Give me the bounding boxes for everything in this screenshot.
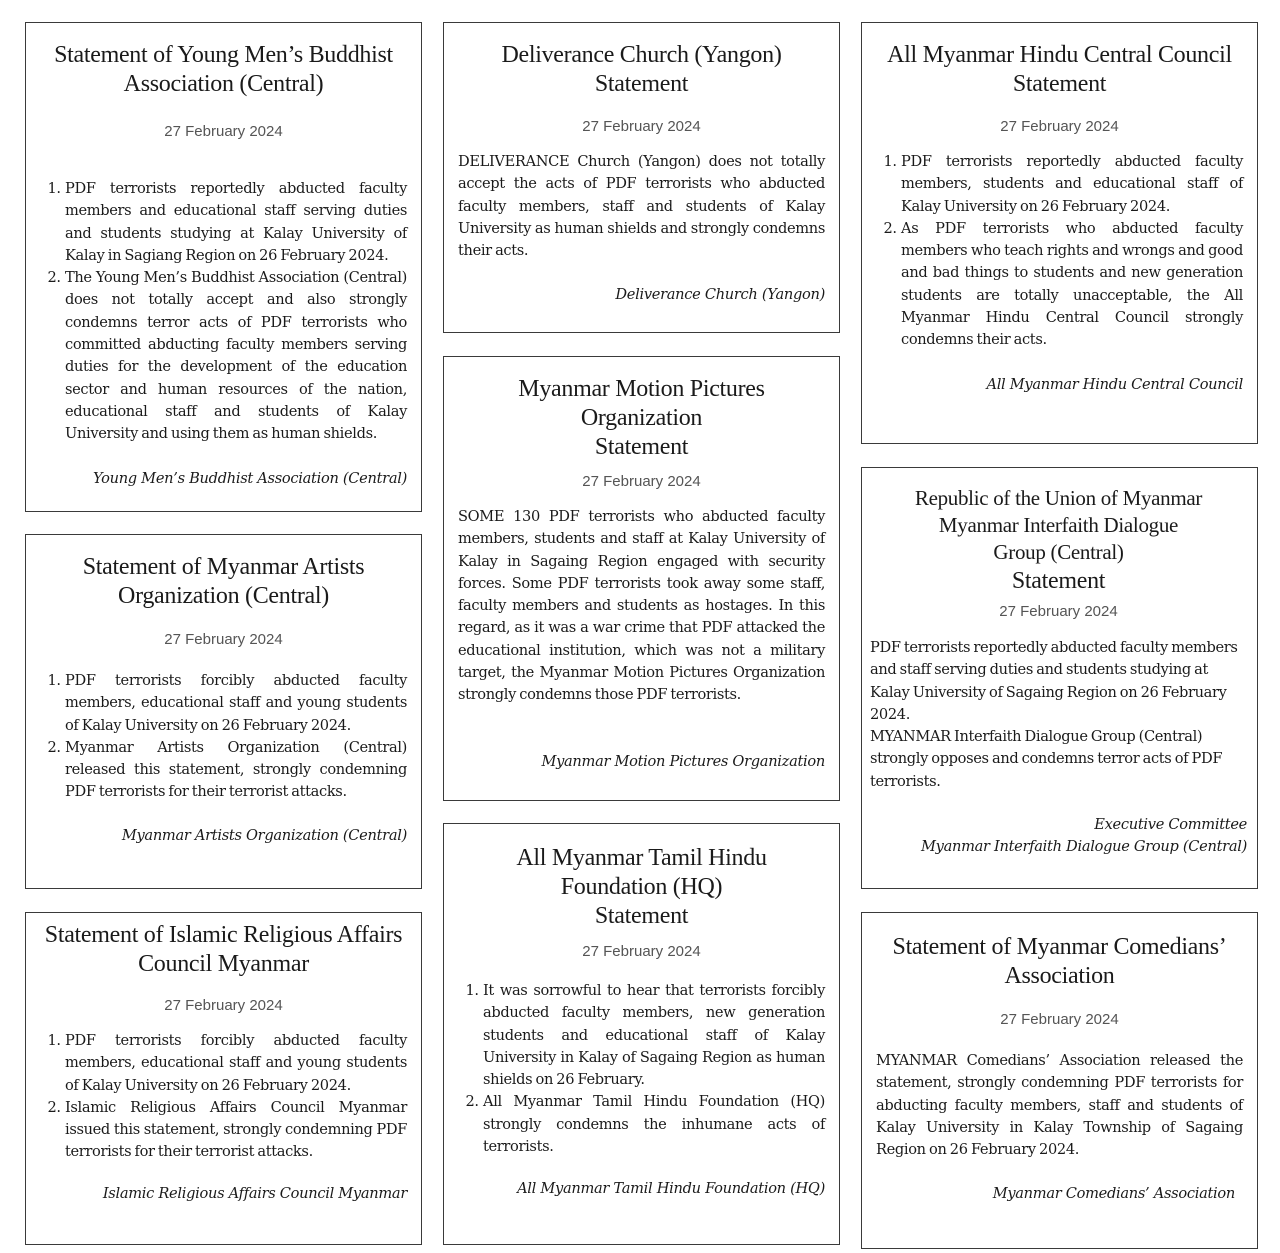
statement-title: Statement of Myanmar Comedians’ Association <box>892 934 1227 989</box>
statement-signature: All Myanmar Tamil Hindu Foundation (HQ) <box>517 1180 825 1198</box>
statement-islamic <box>25 912 422 1245</box>
statement-ymba <box>25 22 422 512</box>
statement-body: MYANMAR Interfaith Dialogue Group (Central) strongly opposes and condemns terror acts of PDF terrorists. <box>870 728 1223 790</box>
statement-list <box>40 1030 407 1164</box>
list-item: 2. Islamic Religious Affairs Council Myanmar issued this statement, strongly condemning PDF terrorists for their terrorist attacks. <box>64 1097 407 1164</box>
list-item: 2. The Young Men’s Buddhist Association (Central) does not totally accept and also strongly condemns terror acts of PDF terrorists who committed abducting faculty members serving duties for the development of the education sector and human resources of the nation, educational staff and students of Kalay University and using them as human shields. <box>64 267 407 445</box>
statement-motion-pictures <box>443 356 840 801</box>
statement-signature: Myanmar Motion Pictures Organization <box>541 752 825 770</box>
statement-signature: All Myanmar Hindu Central Council <box>986 375 1243 393</box>
statement-date: 27 February 2024 <box>1000 1011 1119 1028</box>
statement-date: 27 February 2024 <box>582 118 701 135</box>
statement-date: 27 February 2024 <box>582 943 701 960</box>
statement-date: 27 February 2024 <box>164 123 283 140</box>
statement-comedians <box>861 912 1258 1249</box>
statement-title: Republic of the Union of Myanmar Myanmar Interfaith Dialogue Group (Central) Statement <box>914 486 1203 594</box>
statement-body: SOME 130 PDF terrorists who abducted faculty members, students and staff at Kalay University of Kalay in Sagaing Region engaged with security forces. Some PDF terrorists took away some staff, faculty members and students as hostages. In this regard, as it was a war crime that PDF attacked the educational institution, which was not a military target, the Myanmar Motion Pictures Organization strongly condemns those PDF terrorists. <box>458 508 825 704</box>
statement-date: 27 February 2024 <box>999 603 1118 620</box>
list-item: 1. PDF terrorists reportedly abducted faculty members, students and educational staff of Kalay University on 26 February 2024. <box>900 151 1243 218</box>
list-item: 2. All Myanmar Tamil Hindu Foundation (HQ) strongly condemns the inhumane acts of terrorists. <box>482 1091 825 1158</box>
statement-title: All Myanmar Hindu Central Council Statement <box>887 42 1232 97</box>
statement-signature: Deliverance Church (Yangon) <box>615 286 825 304</box>
statement-date: 27 February 2024 <box>164 631 283 648</box>
statement-title: Statement of Myanmar Artists Organization (Central) <box>82 554 365 609</box>
list-item: 1. PDF terrorists reportedly abducted faculty members and educational staff serving duties and students studying at Kalay University of Kalay in Sagiang Region on 26 February 2024. <box>64 178 407 267</box>
statement-body: PDF terrorists reportedly abducted faculty members and staff serving duties and students studying at Kalay University of Sagaing Region on 26 February 2024. <box>870 639 1238 723</box>
statement-artists <box>25 534 422 889</box>
statement-list <box>458 980 825 1158</box>
statement-body: MYANMAR Comedians’ Association released the statement, strongly condemning PDF terrorists for abducting faculty members, staff and students of Kalay University in Kalay Township of Sagaing Region on 26 February 2024. <box>876 1052 1243 1159</box>
statement-signature: Executive Committee Myanmar Interfaith Dialogue Group (Central) <box>921 816 1247 856</box>
statement-body: DELIVERANCE Church (Yangon) does not totally accept the acts of PDF terrorists who abducted faculty members, staff and students of Kalay University as human shields and strongly condemns their acts. <box>458 153 825 260</box>
statement-title: Deliverance Church (Yangon) Statement <box>501 42 782 97</box>
statement-signature: Myanmar Comedians’ Association <box>992 1185 1235 1203</box>
statement-title: Statement of Young Men’s Buddhist Association (Central) <box>54 42 393 97</box>
statement-signature: Young Men’s Buddhist Association (Central) <box>93 469 407 487</box>
statement-title: Myanmar Motion Pictures Organization Statement <box>518 376 765 460</box>
statement-date: 27 February 2024 <box>1000 118 1119 135</box>
list-item: 2. As PDF terrorists who abducted faculty members who teach rights and wrongs and good and bad things to students and new generation students are totally unacceptable, the All Myanmar Hindu Central Council strongly condemns their acts. <box>900 218 1243 352</box>
list-item: 1. PDF terrorists forcibly abducted faculty members, educational staff and young students of Kalay University on 26 February 2024. <box>64 670 407 737</box>
statement-date: 27 February 2024 <box>582 473 701 490</box>
statement-list <box>40 178 407 446</box>
statement-signature: Myanmar Artists Organization (Central) <box>121 826 407 844</box>
statement-list <box>40 670 407 804</box>
statement-title: All Myanmar Tamil Hindu Foundation (HQ) Statement <box>516 845 767 929</box>
statement-date: 27 February 2024 <box>164 997 283 1014</box>
list-item: 2. Myanmar Artists Organization (Central) released this statement, strongly condemning PDF terrorists for their terrorist attacks. <box>64 737 407 804</box>
statement-list <box>876 151 1243 352</box>
statement-tamil-hindu <box>443 823 840 1245</box>
statement-interfaith <box>861 467 1258 889</box>
list-item: 1. It was sorrowful to hear that terrorists forcibly abducted faculty members, new generation students and educational staff of Kalay University in Kalay of Sagaing Region as human shields on 26 February. <box>482 980 825 1091</box>
statement-hindu-council <box>861 22 1258 444</box>
list-item: 1. PDF terrorists forcibly abducted faculty members, educational staff and young students of Kalay University on 26 February 2024. <box>64 1030 407 1097</box>
statement-title: Statement of Islamic Religious Affairs Council Myanmar <box>44 922 403 977</box>
statement-signature: Islamic Religious Affairs Council Myanmar <box>102 1184 407 1202</box>
statement-deliverance <box>443 22 840 333</box>
